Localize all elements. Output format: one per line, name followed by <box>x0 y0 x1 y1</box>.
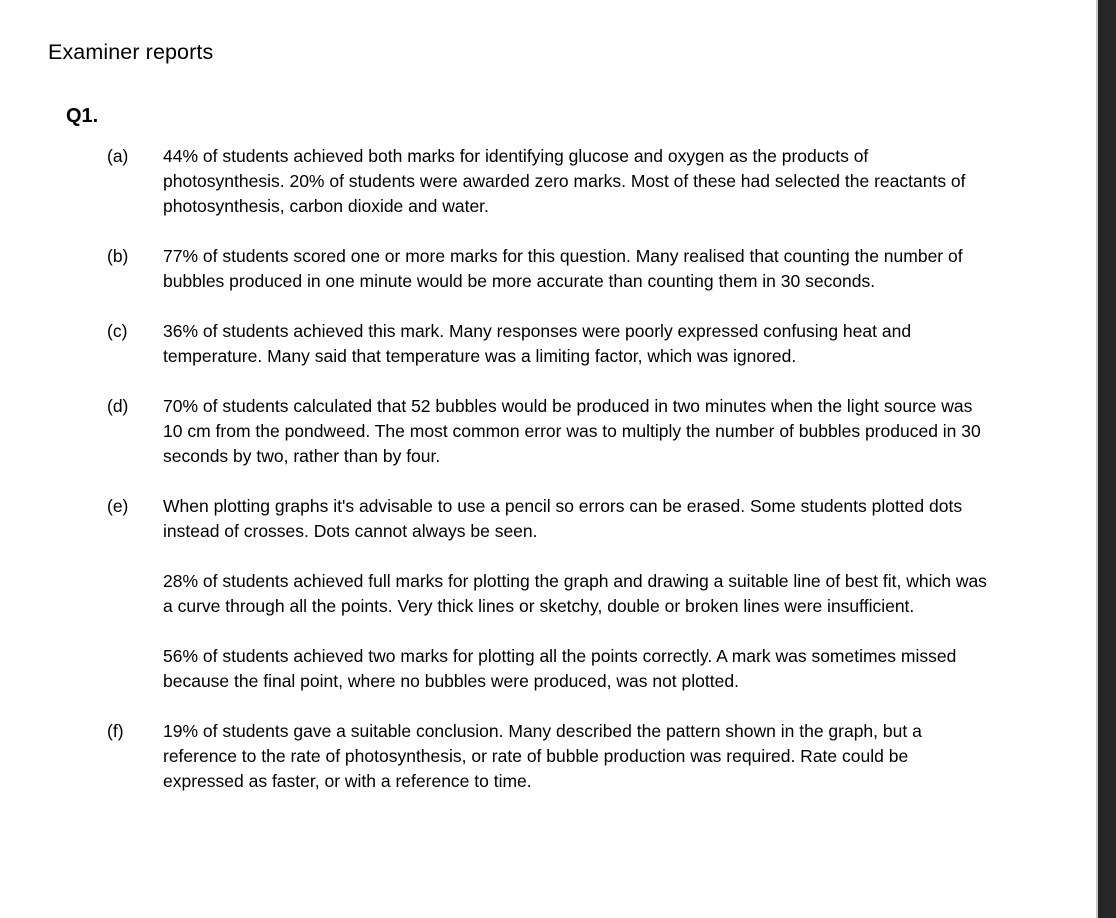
part-paragraph: 77% of students scored one or more marks for this question. Many realised that counting the number of bubbles produced in one minute would be more accurate than counting them in 30 seconds. <box>163 246 963 291</box>
part-paragraph: 70% of students calculated that 52 bubbles would be produced in two minutes when the light source was 10 cm from the pondweed. The most common error was to multiply the number of bubbles produced in 30 seconds by two, rather than by four. <box>163 396 981 466</box>
part-label: (d) <box>107 396 129 416</box>
part-label: (a) <box>107 146 129 166</box>
question-part <box>0 394 1096 469</box>
part-body <box>163 244 987 294</box>
part-paragraph: 28% of students achieved full marks for plotting the graph and drawing a suitable line of best fit, which was a curve through all the points. Very thick lines or sketchy, double or broken lines were insufficient. <box>163 571 987 616</box>
question-number-label: Q1. <box>66 105 99 127</box>
part-body <box>163 319 987 369</box>
question-part <box>0 244 1096 294</box>
viewer-right-gutter <box>1098 0 1116 918</box>
question-parts-list <box>0 144 1096 794</box>
part-paragraph: 36% of students achieved this mark. Many responses were poorly expressed confusing heat and temperature. Many said that temperature was a limiting factor, which was ignored. <box>163 321 912 366</box>
part-body <box>163 494 987 694</box>
question-part <box>0 719 1096 794</box>
question-part <box>0 494 1096 694</box>
question-part <box>0 319 1096 369</box>
part-body <box>163 719 987 794</box>
part-paragraph: When plotting graphs it's advisable to use a pencil so errors can be erased. Some students plotted dots instead of crosses. Dots cannot always be seen. <box>163 496 963 541</box>
page-title: Examiner reports <box>48 40 214 65</box>
part-paragraph: 56% of students achieved two marks for plotting all the points correctly. A mark was sometimes missed because the final point, where no bubbles were produced, was not plotted. <box>163 646 957 691</box>
part-label: (b) <box>107 246 129 266</box>
question-part <box>0 144 1096 219</box>
part-paragraph: 19% of students gave a suitable conclusion. Many described the pattern shown in the graph, but a reference to the rate of photosynthesis, or rate of bubble production was required. Rate could be expressed as faster, or with a reference to time. <box>163 721 922 791</box>
part-label: (c) <box>107 321 128 341</box>
part-body <box>163 394 987 469</box>
part-body <box>163 144 987 219</box>
part-label: (e) <box>107 496 129 516</box>
part-paragraph: 44% of students achieved both marks for identifying glucose and oxygen as the products of photosynthesis. 20% of students were awarded zero marks. Most of these had selected the reactants of photosynthesis, carbon dioxide and water. <box>163 146 966 216</box>
part-label: (f) <box>107 721 124 741</box>
